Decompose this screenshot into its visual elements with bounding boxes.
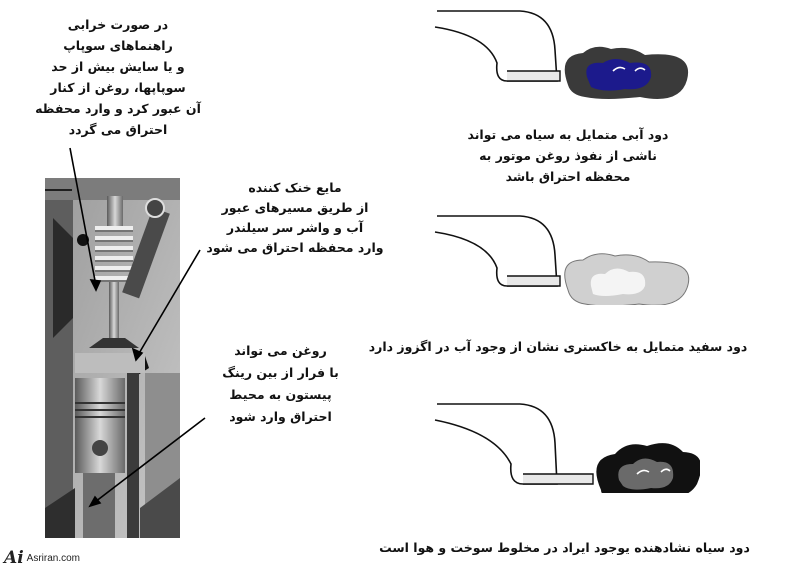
- blue-smoke-label: دود آبی متمایل به سیاه می تواند ناشی از نفوذ روغن موتور به محفظه احتراق باشد: [467, 127, 669, 184]
- coolant-label: مایع خنک کننده از طریق مسیرهای عبور آب و واشر سر سیلندر وارد محفظه احتراق می شود: [206, 180, 384, 255]
- engine-cutaway-icon: [45, 178, 180, 538]
- car-rear-icon: [435, 404, 557, 484]
- asriran-logo: [4, 548, 80, 568]
- white-smoke-label: دود سفید متمایل به خاکستری نشان از وجود آب در اگزوز دارد: [368, 339, 748, 354]
- logo-mark: Ai: [4, 548, 24, 568]
- logo-text: Asriran.com: [26, 552, 81, 564]
- black-smoke-label: دود سیاه نشادهنده یوجود ایراد در مخلوط سوخت و هوا است: [379, 540, 750, 555]
- valve-guide-label: در صورت خرابی راهنماهای سوپاپ و یا سایش بیش از حد سوپاپها، روغن از کنار آن عبور کرد و وارد محفظه احتراق می گردد: [35, 17, 201, 137]
- car-rear-white-smoke: [425, 210, 700, 305]
- piston-ring-label: روغن می تواند با فرار از بین رینگ پیستون به محیط احتراق وارد شود: [222, 343, 339, 424]
- car-rear-black-smoke: [425, 398, 700, 493]
- car-rear-blue-smoke: [425, 5, 700, 100]
